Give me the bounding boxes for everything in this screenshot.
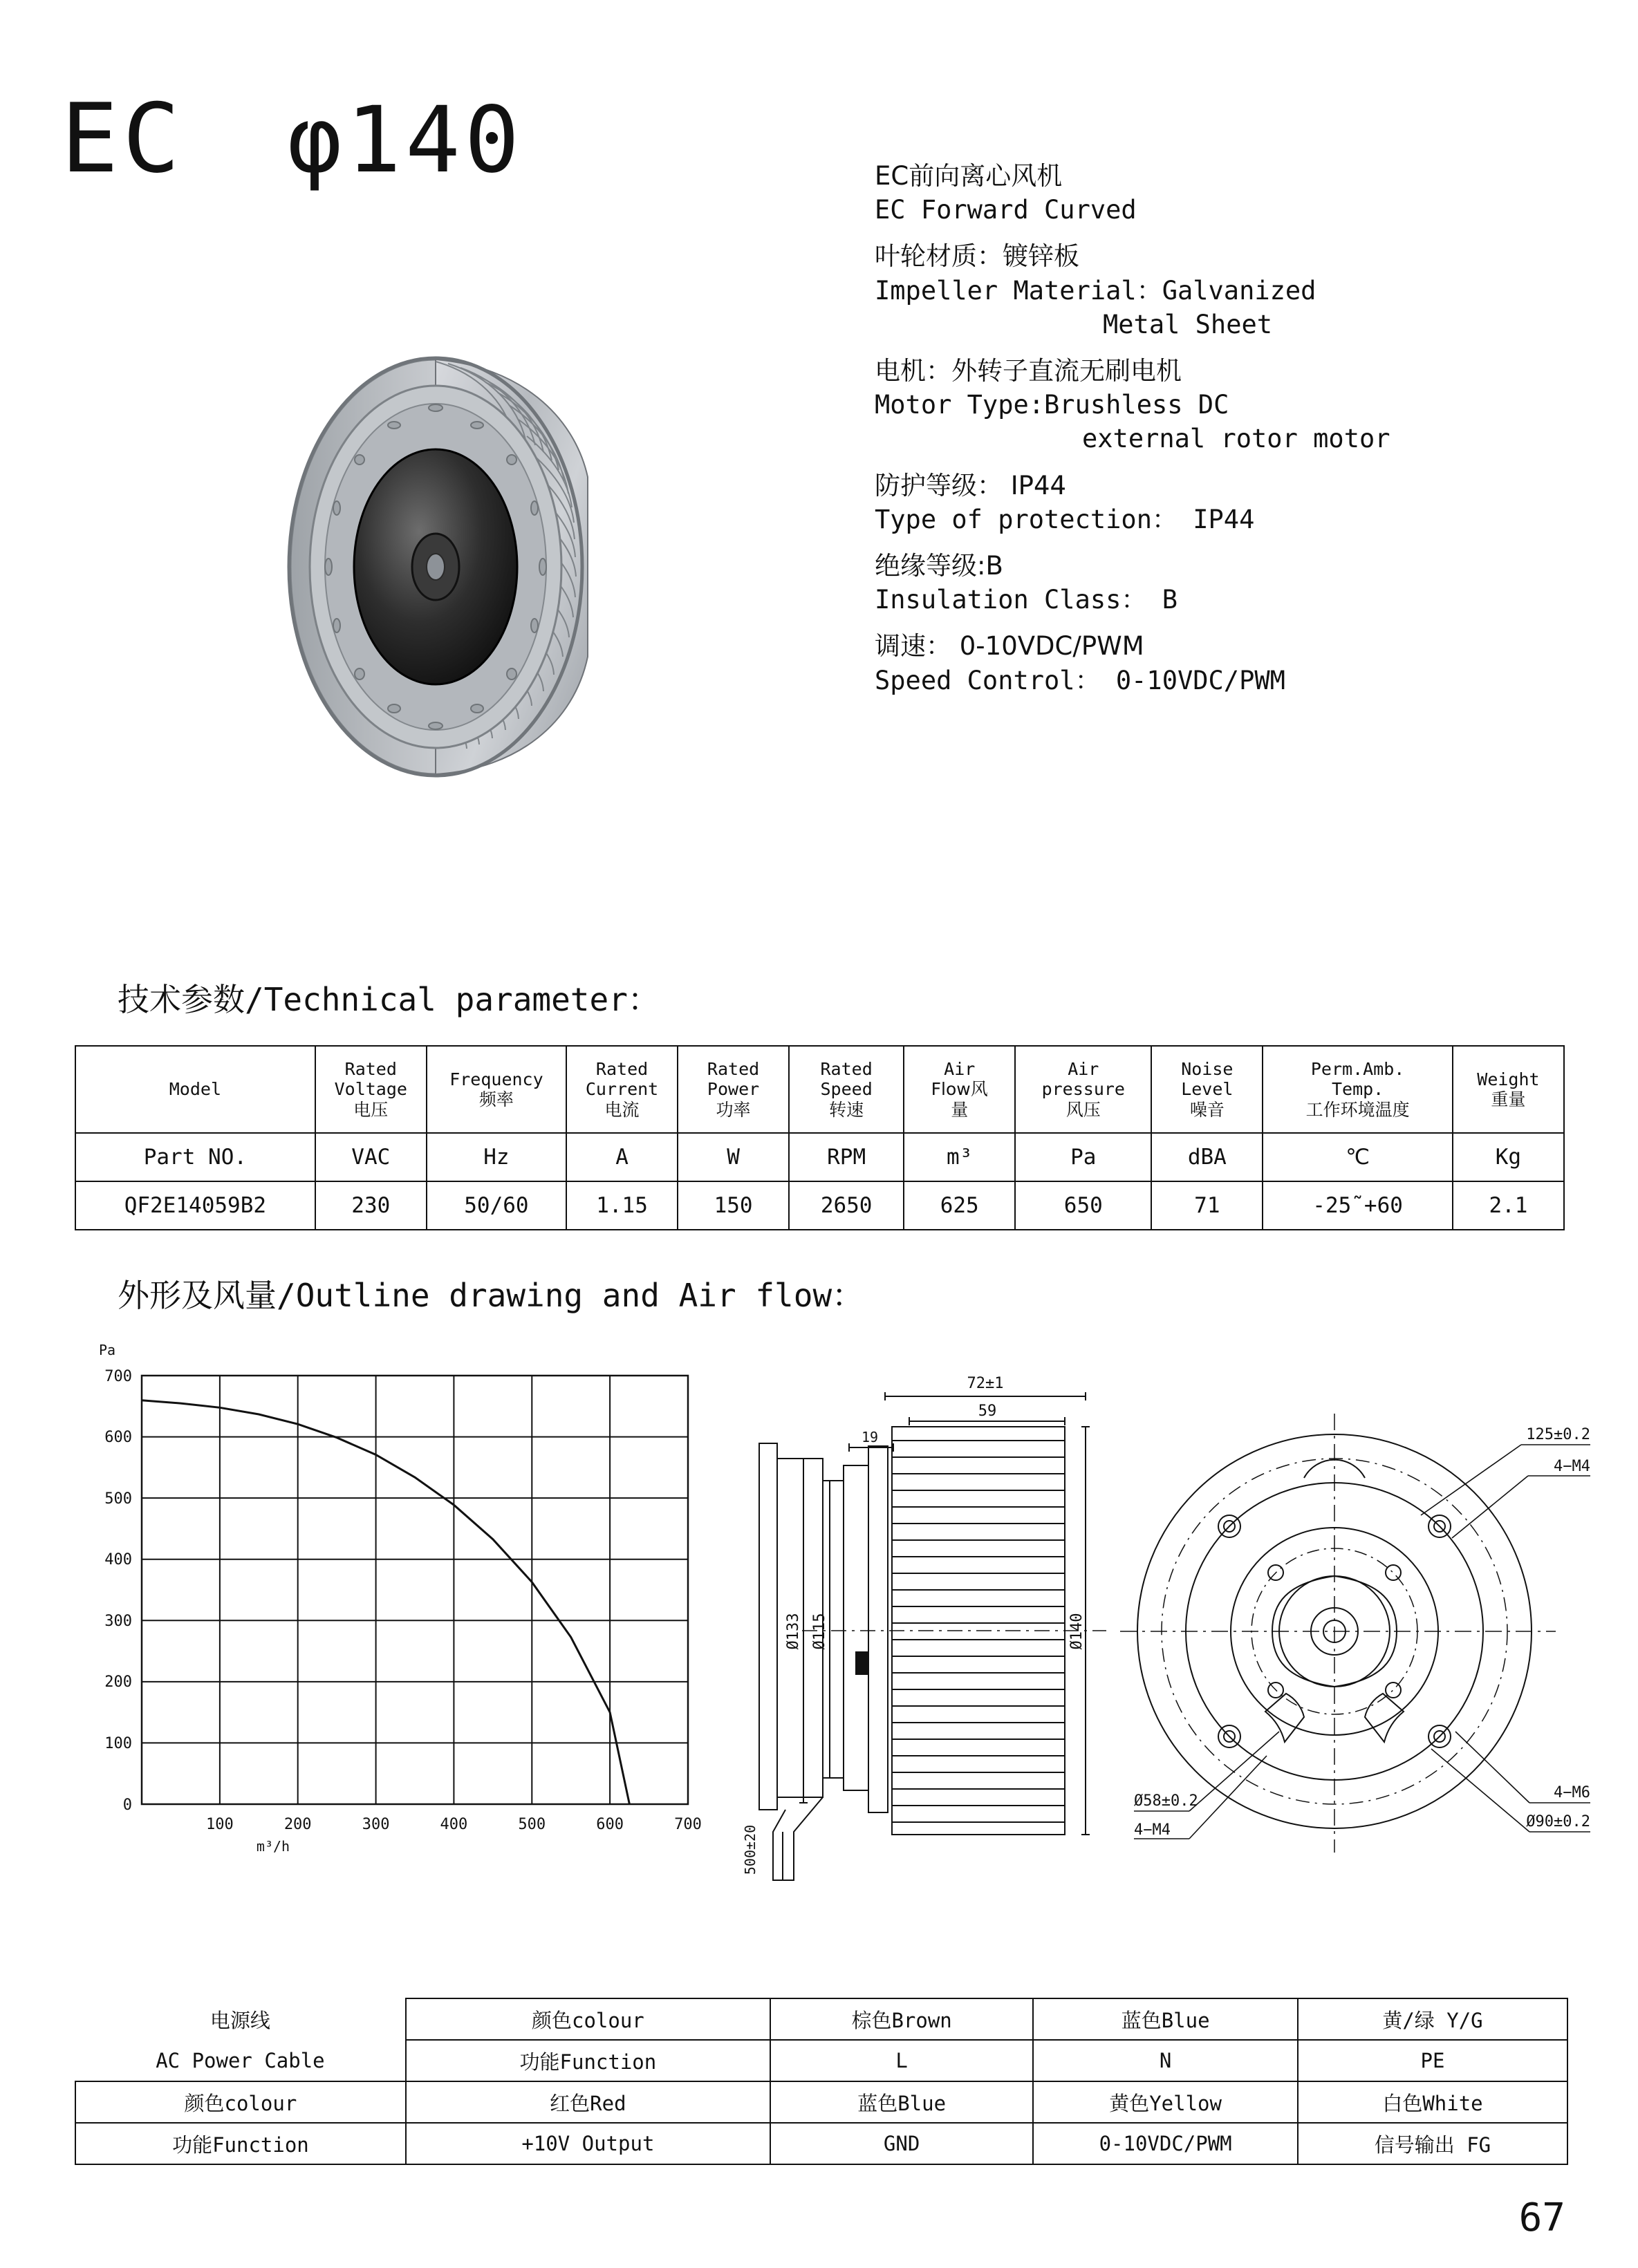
spec-3-en: Type of protection： IP44 xyxy=(875,504,1255,534)
value-airflow: 625 xyxy=(904,1181,1015,1230)
th-noise-l1: Noise xyxy=(1181,1058,1234,1079)
th-temp-l1: Perm.Amb. xyxy=(1310,1058,1405,1079)
spec-2-en: Motor Type:Brushless DC xyxy=(875,390,1229,420)
th-temp-l3: 工作环境温度 xyxy=(1305,1099,1410,1120)
value-voltage: 230 xyxy=(315,1181,427,1230)
value-pressure: 650 xyxy=(1015,1181,1151,1230)
table-row xyxy=(75,1181,1564,1230)
ytick-100: 100 xyxy=(104,1735,132,1752)
cable-row-4 xyxy=(75,2123,1567,2164)
ytick-300: 300 xyxy=(104,1613,132,1630)
xtick-200: 200 xyxy=(283,1816,312,1833)
cable-row-1 xyxy=(75,1998,1567,2040)
spec-0-cn: EC前向离心风机 xyxy=(875,161,1063,191)
dim-pcd-125: 125±0.2 xyxy=(1526,1426,1590,1443)
spec-2-en2: external rotor motor xyxy=(1082,424,1390,454)
cable-r1-c3: 蓝色Blue xyxy=(1033,1998,1298,2040)
spec-0-en: EC Forward Curved xyxy=(875,195,1137,225)
page-title-main: EC xyxy=(61,83,185,194)
xtick-400: 400 xyxy=(440,1816,468,1833)
th-pressure-l1: Air xyxy=(1068,1058,1099,1079)
dim-72: 72±1 xyxy=(967,1375,1004,1392)
th-speed-l2: Speed xyxy=(820,1079,873,1100)
th-weight-l2: 重量 xyxy=(1491,1089,1526,1109)
xtick-600: 600 xyxy=(596,1816,624,1833)
spec-4-cn: 绝缘等级:B xyxy=(875,551,1003,581)
page-title-diameter: φ140 xyxy=(287,87,524,194)
th-speed-l3: 转速 xyxy=(829,1099,864,1120)
section-heading-outline: 外形及风量/Outline drawing and Air flow： xyxy=(118,1277,864,1314)
ytick-200: 200 xyxy=(104,1674,132,1691)
cable-r3-c4: 白色White xyxy=(1298,2081,1567,2123)
unit-noise: dBA xyxy=(1151,1133,1263,1181)
spec-1-cn: 叶轮材质：镀锌板 xyxy=(875,241,1079,272)
th-voltage-l3: 电压 xyxy=(353,1099,389,1120)
th-noise-l2: Level xyxy=(1181,1079,1234,1100)
spec-3-cn: 防护等级： IP44 xyxy=(875,470,1067,500)
th-speed-l1: Rated xyxy=(820,1058,873,1079)
cable-r2-c2: L xyxy=(770,2040,1033,2081)
spec-2-cn: 电机：外转子直流无刷电机 xyxy=(875,356,1182,386)
xtick-700: 700 xyxy=(674,1816,702,1833)
chart-ylabel: Pa xyxy=(99,1342,116,1358)
page-title xyxy=(61,83,523,194)
th-temp-l2: Temp. xyxy=(1331,1079,1384,1100)
th-freq-l2: 频率 xyxy=(478,1089,514,1109)
cable-r1-c4: 黄/绿 Y/G xyxy=(1298,1998,1567,2040)
th-airflow-l2: Flow风 xyxy=(931,1079,988,1100)
cable-r3-c1: 红色Red xyxy=(406,2081,770,2123)
front-view-drawing xyxy=(1106,1355,1604,1901)
cable-row-2 xyxy=(75,2040,1567,2081)
cable-r2-c4: PE xyxy=(1298,2040,1567,2081)
ytick-0: 0 xyxy=(122,1797,132,1814)
th-weight-l1: Weight xyxy=(1477,1069,1540,1089)
spec-list xyxy=(875,159,1594,697)
cable-label-colour: 颜色colour xyxy=(75,2081,406,2123)
performance-chart xyxy=(66,1334,764,1859)
dim-4m4-top: 4−M4 xyxy=(1554,1458,1590,1475)
th-airflow-l3: 量 xyxy=(951,1099,969,1120)
dim-d133: Ø133 xyxy=(785,1613,802,1650)
cable-r3-c2: 蓝色Blue xyxy=(770,2081,1033,2123)
dim-d58: Ø58±0.2 xyxy=(1134,1792,1198,1810)
th-model-l1: Model xyxy=(169,1079,222,1100)
unit-speed: RPM xyxy=(789,1133,904,1181)
th-airflow-l1: Air xyxy=(944,1058,976,1079)
th-power-l2: Power xyxy=(707,1079,760,1100)
unit-model: Part NO. xyxy=(75,1133,315,1181)
value-model: QF2E14059B2 xyxy=(75,1181,315,1230)
unit-pressure: Pa xyxy=(1015,1133,1151,1181)
value-current: 1.15 xyxy=(566,1181,678,1230)
cable-r1-c2: 棕色Brown xyxy=(770,1998,1033,2040)
th-power-l3: 功率 xyxy=(716,1099,751,1120)
chart-xlabel: m³/h xyxy=(256,1838,290,1855)
cable-r1-c1: 颜色colour xyxy=(406,1998,770,2040)
cable-table xyxy=(75,1998,1568,2165)
th-current-l3: 电流 xyxy=(604,1099,640,1120)
dim-4m6: 4−M6 xyxy=(1554,1784,1590,1801)
table-units-row xyxy=(75,1133,1564,1181)
cable-r4-c4: 信号输出 FG xyxy=(1298,2123,1567,2164)
dim-d115: Ø115 xyxy=(811,1613,828,1650)
value-speed: 2650 xyxy=(789,1181,904,1230)
cable-r3-c3: 黄色Yellow xyxy=(1033,2081,1298,2123)
dim-d140: Ø140 xyxy=(1068,1613,1086,1650)
dim-4m4-bottom: 4−M4 xyxy=(1134,1821,1171,1839)
cable-label-power-cn: 电源线 xyxy=(210,2008,270,2032)
value-weight: 2.1 xyxy=(1453,1181,1564,1230)
cable-r2-c1: 功能Function xyxy=(406,2040,770,2081)
th-freq-l1: Frequency xyxy=(449,1069,543,1089)
xtick-300: 300 xyxy=(362,1816,390,1833)
cable-row-3 xyxy=(75,2081,1567,2123)
dim-d90: Ø90±0.2 xyxy=(1526,1813,1590,1830)
ytick-600: 600 xyxy=(104,1429,132,1446)
xtick-100: 100 xyxy=(206,1816,234,1833)
unit-temp: ℃ xyxy=(1263,1133,1453,1181)
unit-power: W xyxy=(678,1133,789,1181)
section-heading-tech: 技术参数/Technical parameter： xyxy=(118,981,660,1018)
value-frequency: 50/60 xyxy=(427,1181,566,1230)
th-power-l1: Rated xyxy=(707,1058,760,1079)
value-noise: 71 xyxy=(1151,1181,1263,1230)
cable-label-function: 功能Function xyxy=(75,2123,406,2164)
table-header-row xyxy=(75,1046,1564,1133)
cable-r4-c1: +10V Output xyxy=(406,2123,770,2164)
ytick-400: 400 xyxy=(104,1551,132,1568)
spec-5-en: Speed Control： 0-10VDC/PWM xyxy=(875,665,1285,695)
dim-59: 59 xyxy=(978,1403,997,1420)
unit-airflow: m³ xyxy=(904,1133,1015,1181)
value-temp: -25˜+60 xyxy=(1263,1181,1453,1230)
th-voltage-l1: Rated xyxy=(344,1058,397,1079)
xtick-500: 500 xyxy=(518,1816,546,1833)
spec-1-en: Impeller Material：Galvanized xyxy=(875,275,1316,306)
spec-1-en2: Metal Sheet xyxy=(1103,309,1273,339)
unit-voltage: VAC xyxy=(315,1133,427,1181)
value-power: 150 xyxy=(678,1181,789,1230)
page-number: 67 xyxy=(1518,2195,1565,2240)
cable-label-power-en: AC Power Cable xyxy=(156,2048,325,2072)
ytick-500: 500 xyxy=(104,1490,132,1508)
cable-r4-c3: 0-10VDC/PWM xyxy=(1033,2123,1298,2164)
impeller-photo xyxy=(228,270,726,892)
th-current-l2: Current xyxy=(585,1079,659,1100)
cable-r2-c3: N xyxy=(1033,2040,1298,2081)
dim-cable: 500±20 xyxy=(742,1824,758,1875)
unit-current: A xyxy=(566,1133,678,1181)
ytick-700: 700 xyxy=(104,1368,132,1385)
th-pressure-l2: pressure xyxy=(1041,1079,1125,1100)
th-pressure-l3: 风压 xyxy=(1065,1099,1101,1120)
unit-weight: Kg xyxy=(1453,1133,1564,1181)
technical-parameter-table xyxy=(75,1045,1565,1230)
spec-5-cn: 调速： 0-10VDC/PWM xyxy=(875,631,1144,662)
side-view-drawing xyxy=(719,1355,1148,1901)
spec-4-en: Insulation Class： B xyxy=(875,585,1178,615)
th-current-l1: Rated xyxy=(595,1058,649,1079)
th-voltage-l2: Voltage xyxy=(334,1079,407,1100)
cable-r4-c2: GND xyxy=(770,2123,1033,2164)
th-noise-l3: 噪音 xyxy=(1189,1099,1225,1120)
unit-frequency: Hz xyxy=(427,1133,566,1181)
dim-19: 19 xyxy=(861,1429,879,1445)
